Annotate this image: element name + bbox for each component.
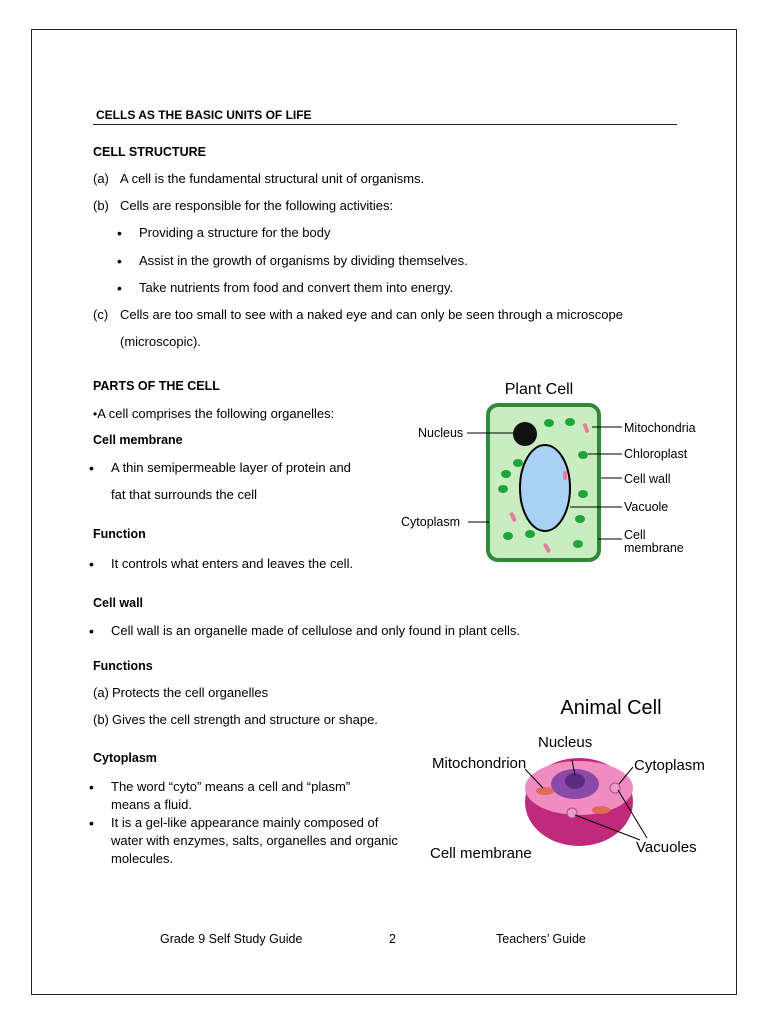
plant-cell-diagram (398, 376, 708, 568)
item-c-text: Cells are too small to see with a naked eye and can only be seen through a microscope (120, 307, 623, 322)
function-bullet: • It controls what enters and leaves the cell. (111, 556, 353, 571)
membrane-description-continued: fat that surrounds the cell (111, 487, 257, 502)
plant-label-cell-membrane-line1: Cell (624, 528, 646, 542)
parts-heading: PARTS OF THE CELL (93, 379, 220, 393)
plant-label-cytoplasm: Cytoplasm (401, 515, 461, 529)
cell-structure-heading: CELL STRUCTURE (93, 145, 206, 159)
animal-cell-diagram (425, 690, 725, 870)
cytoplasm-bullet: • It is a gel-like appearance mainly composed of water with enzymes, salts, organelles and organic molecules. (111, 814, 411, 868)
plant-label-vacuole: Vacuole (624, 500, 669, 514)
animal-mitochondrion (536, 787, 554, 795)
animal-mitochondrion (592, 806, 610, 814)
cell-wall-bullet: • Cell wall is an organelle made of cellulose and only found in plant cells. (111, 623, 520, 638)
footer-right: Teachers’ Guide (496, 932, 586, 946)
cell-membrane-heading: Cell membrane (93, 433, 183, 447)
item-b-marker: (b) (93, 198, 109, 213)
functions-b-marker: (b) (93, 712, 109, 727)
animal-label-cell-membrane: Cell membrane (430, 845, 532, 862)
plant-label-cell-wall: Cell wall (624, 472, 671, 486)
functions-heading: Functions (93, 659, 153, 673)
plant-nucleus (513, 422, 537, 446)
animal-nucleus (565, 773, 585, 789)
function-heading: Function (93, 527, 146, 541)
title-underline (93, 124, 677, 125)
activity-bullet: • Assist in the growth of organisms by dividing themselves. (139, 253, 468, 268)
functions-b-text: Gives the cell strength and structure or shape. (112, 712, 378, 727)
item-c-marker: (c) (93, 307, 109, 322)
functions-a-marker: (a) (93, 685, 109, 700)
plant-label-chloroplast: Chloroplast (624, 447, 688, 461)
cell-wall-heading: Cell wall (93, 596, 144, 610)
parts-intro: •A cell comprises the following organelles: (93, 406, 335, 421)
item-a-marker: (a) (93, 171, 109, 186)
item-c-text-continued: (microscopic). (120, 334, 201, 349)
plant-vacuole (520, 445, 570, 531)
animal-cell-title: Animal Cell (560, 697, 662, 719)
plant-label-cell-membrane-line2: membrane (624, 541, 684, 555)
cytoplasm-heading: Cytoplasm (93, 751, 157, 765)
footer-left: Grade 9 Self Study Guide (160, 932, 303, 946)
item-a-text: A cell is the fundamental structural unit of organisms. (120, 171, 425, 186)
animal-label-vacuoles: Vacuoles (636, 839, 697, 856)
animal-label-mitochondrion: Mitochondrion (432, 755, 527, 772)
activity-bullet: • Take nutrients from food and convert them into energy. (139, 280, 453, 295)
animal-vacuole (567, 808, 577, 818)
cytoplasm-bullet: • The word “cyto” means a cell and “plasm” means a fluid. (111, 778, 391, 814)
plant-label-mitochondria: Mitochondria (624, 421, 696, 435)
membrane-description: • A thin semipermeable layer of protein and (111, 460, 351, 475)
document-title: CELLS AS THE BASIC UNITS OF LIFE (96, 108, 312, 122)
animal-label-nucleus: Nucleus (538, 734, 593, 751)
parts-intro-text: A cell comprises the following organelles: (97, 406, 335, 421)
animal-label-cytoplasm: Cytoplasm (634, 757, 705, 774)
plant-label-nucleus: Nucleus (418, 426, 464, 440)
functions-a-text: Protects the cell organelles (112, 685, 269, 700)
activity-bullet: • Providing a structure for the body (139, 225, 331, 240)
item-b-text: Cells are responsible for the following activities: (120, 198, 394, 213)
page-number: 2 (389, 932, 396, 946)
plant-cell-title: Plant Cell (504, 381, 574, 398)
